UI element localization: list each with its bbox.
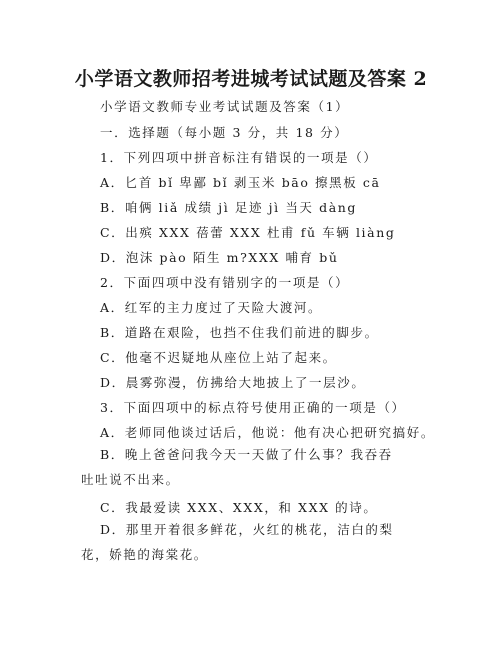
question-2-option-d: D．晨雾弥漫，仿拂给大地披上了一层沙。 (100, 375, 366, 390)
question-1-option-a: A．匕首 bǐ 卑鄙 bǐ 剥玉米 bāo 擦黑板 cā (100, 175, 381, 190)
question-2-option-b: B．道路在艰险，也挡不住我们前进的脚步。 (100, 325, 379, 340)
question-3-option-a: A．老师同他谈过话后，他说：他有决心把研究搞好。 (100, 425, 435, 440)
question-2-option-a: A．红军的主力度过了天险大渡河。 (100, 300, 323, 315)
question-1-option-d: D．泡沫 pào 陌生 m?XXX 哺育 bǔ (100, 250, 339, 265)
question-3-option-d: D．那里开着很多鲜花，火红的桃花，洁白的梨花，娇艳的海棠花。 (81, 522, 394, 562)
document-subtitle: 小学语文教师专业考试试题及答案（1） (100, 99, 350, 114)
question-3-stem: 3．下面四项中的标点符号使用正确的一项是（） (100, 400, 406, 415)
section-heading: 一．选择题（每小题 3 分，共 18 分） (100, 125, 349, 140)
question-2-stem: 2．下面四项中没有错别字的一项是（） (100, 275, 350, 290)
document-title: 小学语文教师招考进城考试试题及答案 2 (74, 68, 428, 90)
question-1-option-c: C．出殡 XXX 蓓蕾 XXX 杜甫 fǔ 车辆 liàng (100, 225, 396, 240)
question-3-option-c: C．我最爱读 XXX、XXX，和 XXX 的诗。 (100, 500, 378, 515)
question-2-option-c: C．他毫不迟疑地从座位上站了起来。 (100, 350, 337, 365)
question-1-stem: 1．下列四项中拼音标注有错误的一项是（） (100, 150, 378, 165)
question-1-option-b: B．咱俩 liǎ 成绩 jì 足迹 jì 当天 dàng (100, 200, 358, 215)
question-3-option-b: B．晚上爸爸问我今天一天做了什么事？我吞吞吐吐说不出来。 (81, 447, 393, 487)
